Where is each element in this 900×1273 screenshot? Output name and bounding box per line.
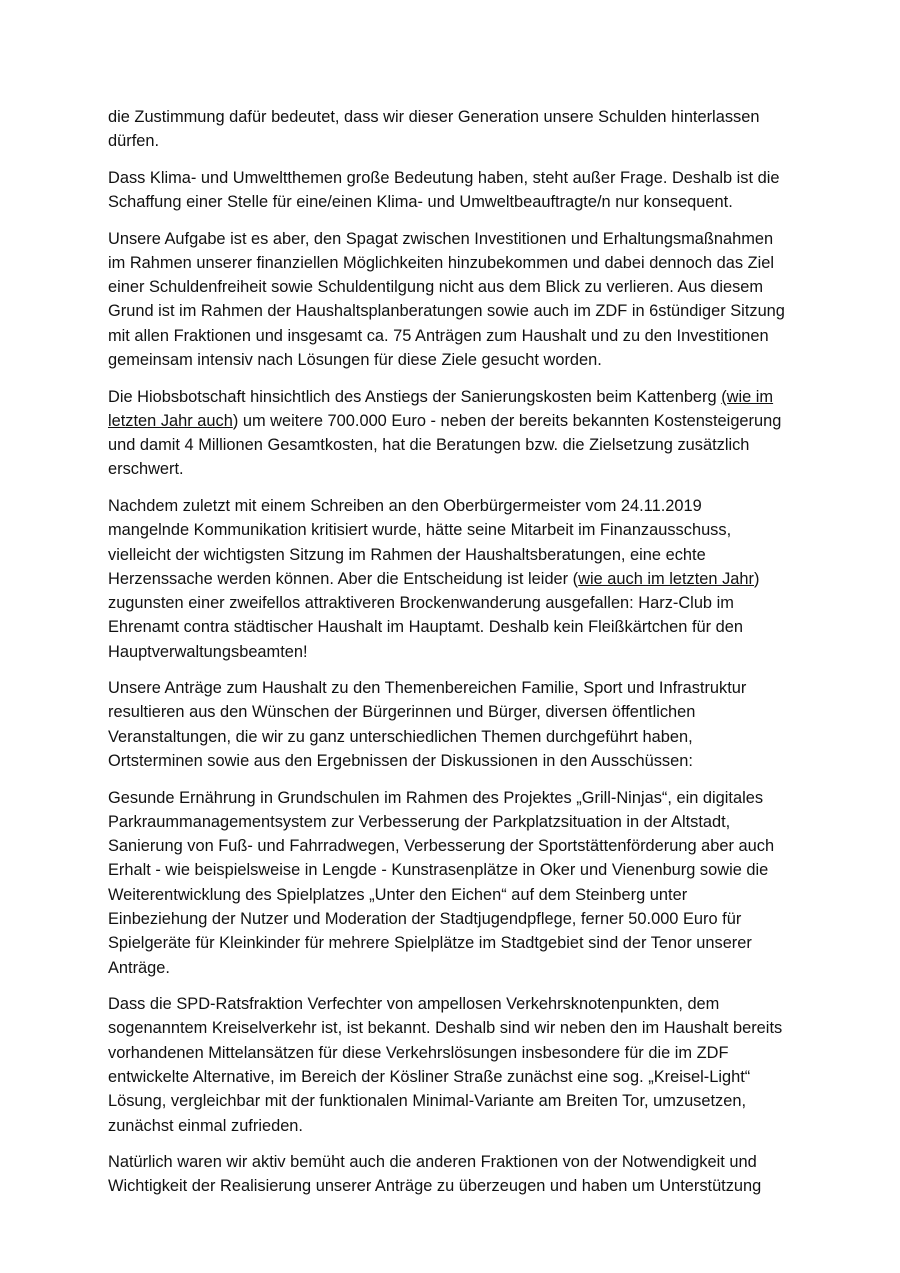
paragraph xyxy=(108,494,798,664)
paragraph xyxy=(108,166,798,215)
text-line xyxy=(108,883,798,907)
text-segment: Dass Klima- und Umweltthemen große Bedeutung haben, steht außer Frage. Deshalb ist die xyxy=(108,168,780,187)
text-line xyxy=(108,676,798,700)
text-line xyxy=(108,409,798,433)
text-segment: Herzenssache werden können. Aber die Entscheidung ist leider ( xyxy=(108,569,579,588)
underlined-text: letzten Jahr auch xyxy=(108,411,233,430)
text-segment: im Rahmen unserer finanziellen Möglichkeiten hinzubekommen und dabei dennoch das Ziel xyxy=(108,253,775,272)
text-segment: Weiterentwicklung des Spielplatzes „Unter den Eichen“ auf dem Steinberg unter xyxy=(108,885,688,904)
text-segment: Dass die SPD-Ratsfraktion Verfechter von ampellosen Verkehrsknotenpunkten, dem xyxy=(108,995,720,1014)
text-line xyxy=(108,190,798,214)
paragraph xyxy=(108,676,798,773)
text-segment: sogenanntem Kreiselverkehr ist, ist bekannt. Deshalb sind wir neben den im Haushalt bereits xyxy=(108,1019,783,1038)
text-line xyxy=(108,494,798,518)
text-segment: resultieren aus den Wünschen der Bürgerinnen und Bürger, diversen öffentlichen xyxy=(108,703,696,722)
paragraph xyxy=(108,385,798,482)
text-line xyxy=(108,956,798,980)
text-segment: Lösung, vergleichbar mit der funktionalen Minimal-Variante am Breiten Tor, umzusetzen, xyxy=(108,1092,747,1111)
text-line xyxy=(108,518,798,542)
paragraph xyxy=(108,992,798,1138)
text-line xyxy=(108,227,798,251)
text-line xyxy=(108,749,798,773)
text-line xyxy=(108,992,798,1016)
text-line xyxy=(108,591,798,615)
text-segment: Natürlich waren wir aktiv bemüht auch die anderen Fraktionen von der Notwendigkeit und xyxy=(108,1153,757,1172)
text-line xyxy=(108,324,798,348)
text-line xyxy=(108,299,798,323)
text-segment: gemeinsam intensiv nach Lösungen für diese Ziele gesucht worden. xyxy=(108,351,602,370)
text-line xyxy=(108,1016,798,1040)
text-segment: Parkraummanagementsystem zur Verbesserung der Parkplatzsituation in der Altstadt, xyxy=(108,812,731,831)
text-line xyxy=(108,858,798,882)
text-segment: Veranstaltungen, die wir zu ganz unterschiedlichen Themen durchgeführt haben, xyxy=(108,727,693,746)
text-line xyxy=(108,1041,798,1065)
paragraph xyxy=(108,105,798,154)
text-segment: Schaffung einer Stelle für eine/einen Klima- und Umweltbeauftragte/n nur konsequent. xyxy=(108,193,733,212)
text-segment: Wichtigkeit der Realisierung unserer Anträge zu überzeugen und haben um Unterstützung xyxy=(108,1177,762,1196)
text-line xyxy=(108,907,798,931)
text-line xyxy=(108,567,798,591)
paragraph xyxy=(108,786,798,980)
text-line xyxy=(108,543,798,567)
text-line xyxy=(108,105,798,129)
text-segment: entwickelte Alternative, im Bereich der Kösliner Straße zunächst eine sog. „Kreisel-Light“ xyxy=(108,1068,751,1086)
underlined-text: (wie im xyxy=(721,387,774,406)
text-line xyxy=(108,348,798,372)
text-line xyxy=(108,457,798,481)
text-line xyxy=(108,1150,798,1174)
text-segment: Unsere Anträge zum Haushalt zu den Themenbereichen Familie, Sport und Infrastruktur xyxy=(108,679,747,698)
text-segment: und damit 4 Millionen Gesamtkosten, hat die Beratungen bzw. die Zielsetzung zusätzlich xyxy=(108,436,750,455)
text-line xyxy=(108,931,798,955)
text-segment: einer Schuldenfreiheit sowie Schuldentilgung nicht aus dem Blick zu verlieren. Aus diesem xyxy=(108,278,764,297)
body-text xyxy=(108,105,798,1211)
text-segment: Erhalt - wie beispielsweise in Lengde - Kunstrasenplätze in Oker und Vienenburg sowie die xyxy=(108,861,769,880)
text-line xyxy=(108,700,798,724)
text-segment: mangelnde Kommunikation kritisiert wurde, hätte seine Mitarbeit im Finanzausschuss, xyxy=(108,521,732,540)
text-segment: zugunsten einer zweifellos attraktiveren Brockenwanderung ausgefallen: Harz-Club im xyxy=(108,594,734,613)
text-segment: Gesunde Ernährung in Grundschulen im Rahmen des Projektes „Grill-Ninjas“, ein digitales xyxy=(108,788,764,807)
paragraph xyxy=(108,1150,798,1199)
text-segment: Die Hiobsbotschaft hinsichtlich des Anstiegs der Sanierungskosten beim Kattenberg xyxy=(108,387,722,406)
text-segment: zunächst einmal zufrieden. xyxy=(108,1116,303,1135)
text-segment: Nachdem zuletzt mit einem Schreiben an den Oberbürgermeister vom 24.11.2019 xyxy=(108,496,702,515)
text-segment: Sanierung von Fuß- und Fahrradwegen, Verbesserung der Sportstättenförderung aber auch xyxy=(108,837,775,856)
text-line xyxy=(108,640,798,664)
text-segment: Grund ist im Rahmen der Haushaltsplanberatungen sowie auch im ZDF in 6stündiger Sitzung xyxy=(108,302,785,321)
text-segment: mit allen Fraktionen und insgesamt ca. 75 Anträgen zum Haushalt und zu den Investitionen xyxy=(108,326,769,345)
text-segment: Hauptverwaltungsbeamten! xyxy=(108,642,308,661)
text-segment: erschwert. xyxy=(108,460,184,479)
text-line xyxy=(108,615,798,639)
text-line xyxy=(108,275,798,299)
text-line xyxy=(108,385,798,409)
text-line xyxy=(108,810,798,834)
text-segment: Anträge. xyxy=(108,958,170,977)
text-line xyxy=(108,786,798,810)
text-segment: Ehrenamt contra städtischer Haushalt im Hauptamt. Deshalb kein Fleißkärtchen für den xyxy=(108,618,743,637)
text-segment: Ortsterminen sowie aus den Ergebnissen der Diskussionen in den Ausschüssen: xyxy=(108,752,693,771)
text-line xyxy=(108,433,798,457)
text-line xyxy=(108,834,798,858)
underlined-text: wie auch im letzten Jahr xyxy=(578,569,754,588)
text-segment: die Zustimmung dafür bedeutet, dass wir dieser Generation unsere Schulden hinterlassen xyxy=(108,108,760,126)
text-segment: ) um weitere 700.000 Euro - neben der bereits bekannten Kostensteigerung xyxy=(232,411,782,430)
text-line xyxy=(108,1089,798,1113)
text-line xyxy=(108,166,798,190)
text-segment: Spielgeräte für Kleinkinder für mehrere Spielplätze im Stadtgebiet sind der Tenor unserer xyxy=(108,934,752,953)
text-segment: Einbeziehung der Nutzer und Moderation der Stadtjugendpflege, ferner 50.000 Euro für xyxy=(108,910,742,929)
text-segment: Unsere Aufgabe ist es aber, den Spagat zwischen Investitionen und Erhaltungsmaßnahmen xyxy=(108,229,774,248)
text-segment: dürfen. xyxy=(108,132,160,151)
text-line xyxy=(108,1174,798,1198)
text-line xyxy=(108,725,798,749)
text-segment: vorhandenen Mittelansätzen für diese Verkehrslösungen insbesondere für die im ZDF xyxy=(108,1043,729,1062)
paragraph xyxy=(108,227,798,373)
text-segment: vielleicht der wichtigsten Sitzung im Rahmen der Haushaltsberatungen, eine echte xyxy=(108,545,706,564)
text-segment: ) xyxy=(753,569,760,588)
text-line xyxy=(108,1065,798,1089)
text-line xyxy=(108,1114,798,1138)
text-line xyxy=(108,251,798,275)
text-line xyxy=(108,129,798,153)
